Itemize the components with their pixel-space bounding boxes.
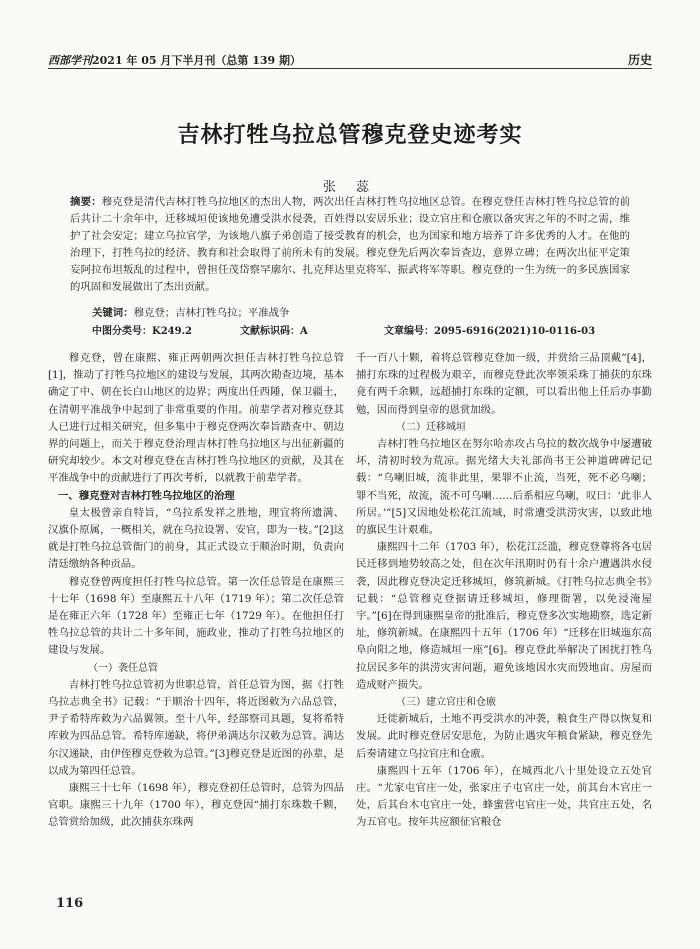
section-heading: （三）建立官庄和仓廒 [396, 697, 496, 709]
issue-info: 2021 年 05 月下半月刊（总第 139 期） [92, 54, 302, 67]
body-paragraph: 穆克登，曾在康熙、雍正两朝两次担任吉林打牲乌拉总管[1]，推动了打牲乌拉地区的建设与发展，其两次勘查边境，基本确定了中、朝在长白山地区的边界；两度出任西陲，保卫疆土，在清朝平准战争中起到了非常重要的作用。前辈学者对穆克登其人已进行过相关研究，但多集中于穆克登两次奉旨踏查中、朝边界的问题上，而关于穆克登治理吉林打牲乌拉地区与出征新疆的研究却较少。本文对穆克登在吉林打牲乌拉地区的贡献，及其在平准战争中的贡献进行了再次考析，以就教于前辈学者。 [48, 352, 344, 485]
section-heading: （二）迁移城垣 [396, 421, 466, 433]
keywords-text: 穆克登；吉林打牲乌拉；平准战争 [133, 307, 290, 319]
body-paragraph: 康熙三十七年（1698 年），穆克登初任总管时，总管为四品官职。康熙三十九年（1700 年），穆克登因“捕打东珠数千颗，总管赏给加级，此次捕获东珠两 [48, 782, 344, 829]
body-paragraph: 皇太极曾亲自特旨，“乌拉系发祥之胜地，理宜将所遗满、汉旗仆原属，一概相关，就在乌拉设署、安官，即为一枝。”[2]这就是打牲乌拉总管衙门的前身，其正式设立于顺治时期，负责向清廷缴纳各种贡品。 [48, 506, 344, 571]
keywords [92, 304, 289, 319]
body-paragraph: 穆克登曾两度担任打牲乌拉总管。第一次任总管是在康熙三十七年（1698 年）至康熙五十八年（1719 年）；第二次任总管是在雍正六年（1728 年）至雍正七年（1729 年）。在他担任打牲乌拉总管的共计二十多年间，施政业，推动了打牲乌拉地区的建设与发展。 [48, 575, 344, 657]
body-paragraph: 康熙四十五年（1706 年），在城西北八十里处设立五处官庄。“尤家屯官庄一处，张家庄子屯官庄一处，前其台木官庄一处，后其台木屯官庄一处，蜂蜜营屯官庄一处，共官庄五处，名为五官屯。按年共应额征官粮仓 [356, 764, 652, 829]
abstract-label: 摘要： [70, 196, 102, 208]
abstract [70, 194, 630, 296]
author-name: 张 蕊 [322, 180, 378, 195]
journal-name: 西部学刊 [48, 54, 92, 67]
body-paragraph: 吉林打牲乌拉总管初为世职总管，首任总管为图，据《打牲乌拉志典全书》记载：“于顺治十四年，将近图敕为六品总管，尹子希特库敕为六品翼领。至十八年，经部察司具题，复将希特库敕为四品总管。希特库递缺，将伊弟满达尔汉敕为总管。满达尔汉递缺，由伊侄穆克登敕为总管。”[3]穆克登是近图的孙辈，是以成为第四任总管。 [48, 678, 344, 777]
clc-number: 中图分类号：K249.2 [92, 326, 193, 337]
section-label: 历史 [627, 53, 652, 67]
journal-info [48, 52, 301, 68]
article-title: 吉林打牲乌拉总管穆克登史迹考实 [177, 122, 523, 148]
article-number: 文章编号：2095-6916(2021)10-0116-03 [384, 326, 596, 337]
section-heading: 一、穆克登对吉林打牲乌拉地区的治理 [58, 489, 235, 502]
body-paragraph: 吉林打牲乌拉地区在努尔哈赤攻占乌拉的数次战争中屡遭破坏，清初时较为荒凉。据光绪大夫礼部尚书王公神道碑碑记记载：“乌喇旧城，流非此里，果罪不止流，当死，死不必乌喇；罪不当死，故流，流不可乌喇……后系相应乌喇，叹曰：‘此非人所居。’”[5]又因地处松花江流域，时常遭受洪涝灾害，以致此地的旗民生计艰难。 [356, 438, 652, 537]
document-code: 文献标识码：A [240, 326, 308, 337]
keywords-label: 关键词： [92, 307, 134, 319]
body-paragraph: 千一百八十颗，着将总管穆克登加一级，并赏给三品顶戴”[4]，捕打东珠的过程极为艰辛，而穆克登此次率领采珠丁捕获的东珠竟有两千余颗，远超捕打东珠的定额，可以看出他上任后办事勤勉，因而得到皇帝的恩赏加级。 [356, 352, 652, 416]
body-column-right [356, 350, 652, 832]
body-column-left [48, 350, 344, 832]
section-heading: （一）袭任总管 [88, 662, 158, 674]
page-number: 116 [56, 896, 84, 911]
running-header [48, 46, 652, 69]
abstract-text: 穆克登是清代吉林打牲乌拉地区的杰出人物，两次出任吉林打牲乌拉地区总管。在穆克登任吉林打牲乌拉总管的前后共计二十余年中，迁移城垣使该地免遭受洪水侵袭，百姓得以安居乐业；设立官庄和仓廒以备灾害之年的不时之需，维护了社会安定；建立乌拉官学，为该地八旗子弟创造了接受教育的机会，也为国家和地方培养了许多优秀的人才。在他的治理下，打牲乌拉的经济、教育和社会取得了前所未有的发展。穆克登先后两次奉旨查边，意界立碑；在两次出征平定策妄阿拉布坦叛乱的过程中，曾担任茂岱察罕廓尔、扎克拜达里克将军、振武将军等职。穆克登的一生为统一的多民族国家的巩固和发展做出了杰出贡献。 [70, 196, 631, 293]
body-paragraph: 迁徙新城后，土地不再受洪水的冲袭，粮食生产得以恢复和发展。此时穆克登居安思危，为防止遇灾年粮食紧缺，穆克登先后奏请建立乌拉官庄和仓廒。 [356, 713, 652, 760]
body-paragraph: 康熙四十二年（1703 年），松花江泛滥，穆克登尊将各屯居民迁移到地势较高之处，但在次年汛期时仍有十余户遭遇洪水侵袭，因此穆克登决定迁移城垣，修筑新城。《打牲乌拉志典全书》记载：“总管穆克登据请迁移城垣，修理衙署，以免浸淹屋宇。”[6]在得到康熙皇帝的批准后，穆克登多次实地勘察，选定新址，修筑新城。在康熙四十五年（1706 年）“迁移在旧城迤东高阜向阳之地，修造城垣一座”[6]。穆克登此举解决了困扰打牲乌拉居民多年的洪涝灾害问题，避免该地因水灾而毁地亩、房屋而造成财产损失。 [356, 541, 652, 691]
